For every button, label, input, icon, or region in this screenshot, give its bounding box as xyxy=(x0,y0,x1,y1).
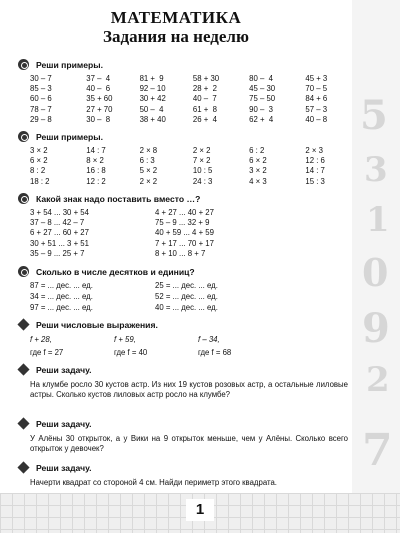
decor-digit: 2 xyxy=(366,360,390,400)
section-task-square xyxy=(18,461,348,488)
section-heading: Какой знак надо поставить вместо …? xyxy=(36,193,201,204)
section-task-asters xyxy=(18,363,348,401)
decorative-side-strip xyxy=(352,0,400,533)
decor-digit: 5 xyxy=(360,92,388,139)
task-text: На клумбе росло 30 кустов астр. Из них 19 кустов розовых астр, а остальные лиловые астры. Сколько кустов лиловых астр росло на клумбе? xyxy=(30,380,348,400)
section-heading: Реши примеры. xyxy=(36,59,103,70)
section-heading: Реши числовые выражения. xyxy=(36,319,158,330)
section-multiplication: Реши примеры. 3 × 2 6 × 2 8 : 2 18 : 2 14 : 7 8 × 2 16 : 8 12 : 2 2 × 8 6 : 3 5 × 2 2 × 2 2 × 2 7 × 2 10 : 5 24 : 3 6 : 2 6 × 2 3 × 2 4 × 3 2 × 3 12 : 6 14 : 7 15 : 3 xyxy=(18,130,348,187)
section-heading: Сколько в числе десятков и единиц? xyxy=(36,266,195,277)
section-compare: Какой знак надо поставить вместо …? 3 + 54 ... 30 + 54 4 + 27 ... 40 + 27 37 – 8 ... 42 – 7 75 – 9 ... 32 + 9 6 + 27 ... 60 + 27 40 + 59 ... 4 + 59 30 + 51 ... 3 + 51 7 + 17 ... 70 + 17 35 – 9 ... 25 + 7 8 + 10 ... 8 + 7 xyxy=(18,192,348,259)
section-heading: Реши задачу. xyxy=(36,462,92,473)
section-tens-units: Сколько в числе десятков и единиц? 87 = ... дес. ... ед. 25 = ... дес. ... ед. 34 = ... дес. ... ед. 52 = ... дес. ... ед. 97 = ... дес. ... ед. 40 = ... дес. ... ед. xyxy=(18,265,348,313)
spiral-icon xyxy=(18,193,29,204)
diamond-icon xyxy=(17,417,29,429)
diamond-icon xyxy=(17,461,29,473)
decor-digit: 3 xyxy=(364,150,388,190)
page-title: МАТЕМАТИКА xyxy=(110,8,242,27)
spiral-icon xyxy=(18,266,29,277)
page-subtitle: Задания на неделю xyxy=(103,27,249,46)
section-heading: Реши задачу. xyxy=(36,364,92,375)
diamond-icon xyxy=(17,363,29,375)
section-task-cards xyxy=(18,417,348,455)
diamond-icon xyxy=(17,318,29,330)
section-heading: Реши примеры. xyxy=(36,131,103,142)
decor-digit: 9 xyxy=(362,305,390,352)
section-heading: Реши задачу. xyxy=(36,418,92,429)
decor-digit: 1 xyxy=(366,200,390,240)
spiral-icon xyxy=(18,131,29,142)
page-number: 1 xyxy=(186,499,214,521)
task-text: Начерти квадрат со стороной 4 см. Найди периметр этого квадрата. xyxy=(30,478,277,487)
spiral-icon xyxy=(18,59,29,70)
decor-digit: 0 xyxy=(362,250,389,295)
section-addition: Реши примеры. 30 – 7 85 – 3 60 – 6 78 – 7 29 – 8 37 – 4 40 – 6 35 + 60 27 + 70 30 – 8 81 + 9 92 – 10 30 + 42 50 – 4 38 + 40 58 + 30 28 + 2 40 – 7 61 + 8 26 + 4 80 – 4 45 – 30 75 – 50 90 – 3 62 + 4 45 + 3 70 – 5 84 + 6 57 – 3 40 – 8 xyxy=(18,58,348,125)
section-expressions: Реши числовые выражения. f + 28, f + 59, f – 34, где f = 27 где f = 40 где f = 68 xyxy=(18,318,348,359)
task-text: У Алёны 30 открыток, а у Вики на 9 открыток меньше, чем у Алёны. Сколько всего открыток у девочек? xyxy=(30,434,348,454)
decor-digit: 7 xyxy=(362,425,393,476)
